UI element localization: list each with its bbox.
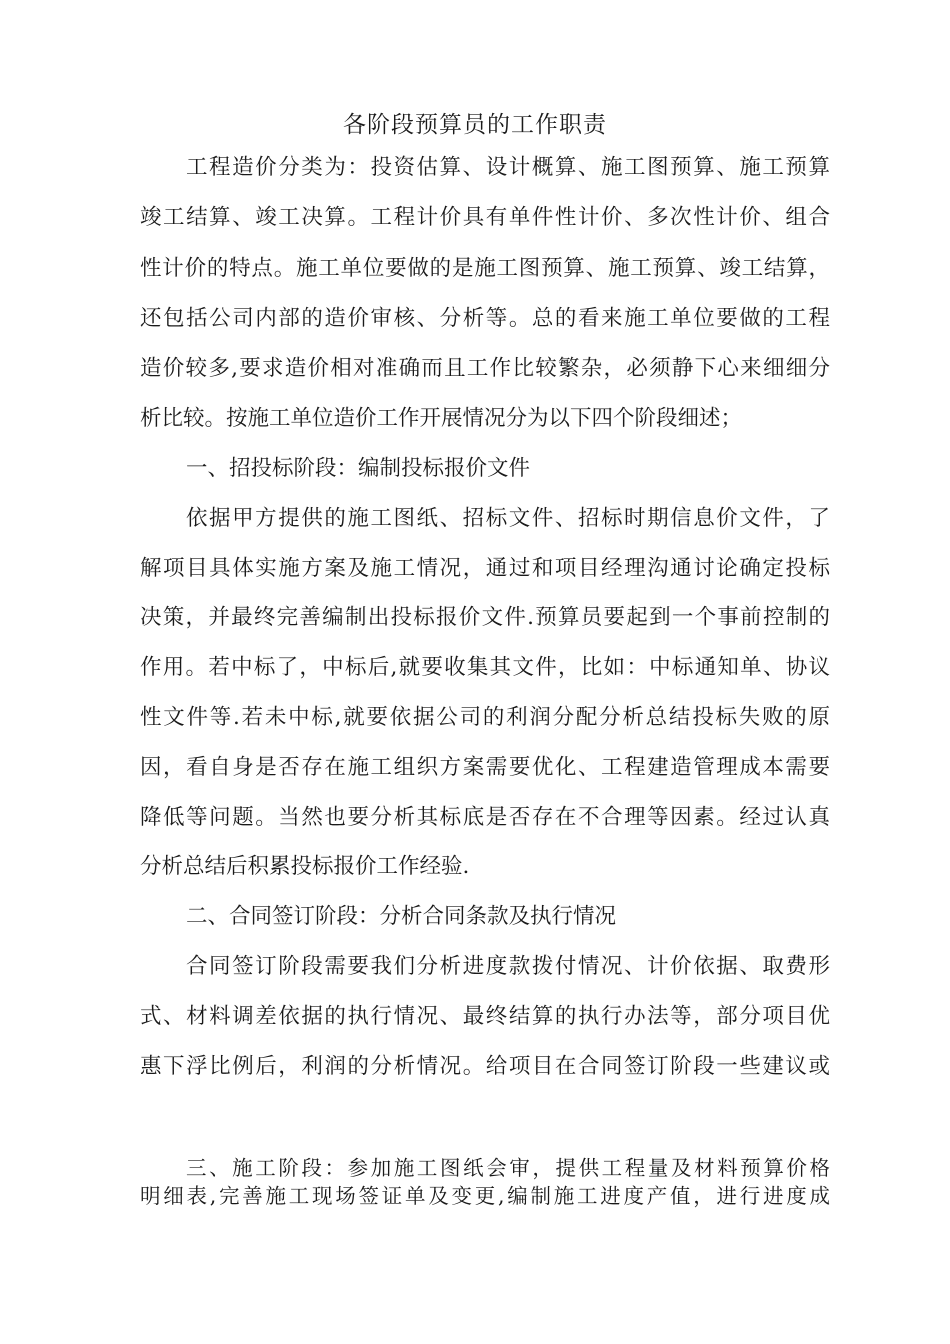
paragraph-line: 性文件等.若未中标,就要依据公司的利润分配分析总结投标失败的原 <box>140 705 830 730</box>
section-heading: 一、招投标阶段：编制投标报价文件 <box>186 456 531 481</box>
paragraph-line: 分析总结后积累投标报价工作经验. <box>140 854 470 879</box>
paragraph-line: 惠下浮比例后，利润的分析情况。给项目在合同签订阶段一些建议或 <box>140 1054 830 1079</box>
paragraph-line: 降低等问题。当然也要分析其标底是否存在不合理等因素。经过认真 <box>140 805 830 830</box>
paragraph-line: 造价较多,要求造价相对准确而且工作比较繁杂，必须静下心来细细分 <box>140 356 830 381</box>
paragraph-line: 工程造价分类为：投资估算、设计概算、施工图预算、施工预算 <box>186 155 830 180</box>
section-heading: 二、合同签订阶段：分析合同条款及执行情况 <box>186 904 617 929</box>
paragraph-line: 析比较。按施工单位造价工作开展情况分为以下四个阶段细述； <box>140 406 743 431</box>
paragraph-line: 依据甲方提供的施工图纸、招标文件、招标时期信息价文件，了 <box>186 506 830 531</box>
paragraph-line: 竣工结算、竣工决算。工程计价具有单件性计价、多次性计价、组合 <box>140 205 830 230</box>
paragraph-line: 明细表,完善施工现场签证单及变更,编制施工进度产值，进行进度成 <box>140 1184 830 1208</box>
paragraph-line: 作用。若中标了，中标后,就要收集其文件，比如：中标通知单、协议 <box>140 655 830 680</box>
paragraph-line: 式、材料调差依据的执行情况、最终结算的执行办法等，部分项目优 <box>140 1004 830 1029</box>
paragraph-line: 因，看自身是否存在施工组织方案需要优化、工程建造管理成本需要 <box>140 755 830 780</box>
paragraph-line: 还包括公司内部的造价审核、分析等。总的看来施工单位要做的工程 <box>140 306 830 331</box>
document-title: 各阶段预算员的工作职责 <box>343 112 607 138</box>
paragraph-line: 性计价的特点。施工单位要做的是施工图预算、施工预算、竣工结算， <box>140 256 830 281</box>
paragraph-line: 解项目具体实施方案及施工情况，通过和项目经理沟通讨论确定投标 <box>140 556 830 581</box>
paragraph-line: 决策，并最终完善编制出投标报价文件.预算员要起到一个事前控制的 <box>140 605 830 630</box>
section-heading: 三、施工阶段：参加施工图纸会审，提供工程量及材料预算价格 <box>186 1156 830 1180</box>
paragraph-line: 合同签订阶段需要我们分析进度款拨付情况、计价依据、取费形 <box>186 954 830 979</box>
